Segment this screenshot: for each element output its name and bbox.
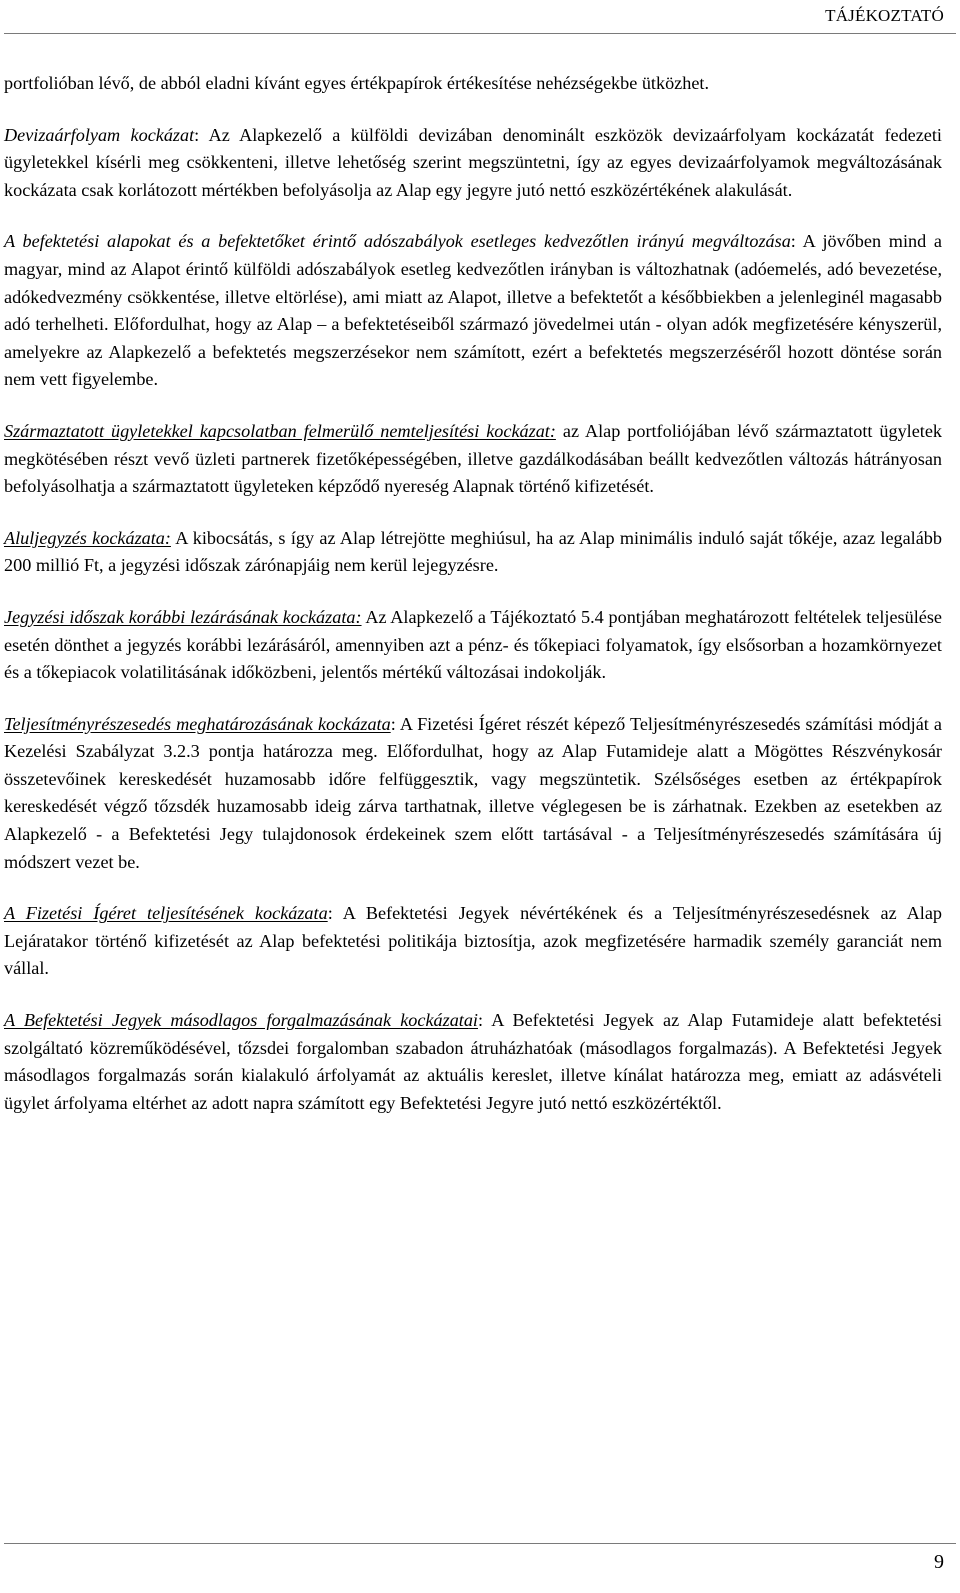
header-label: TÁJÉKOZTATÓ (825, 6, 944, 25)
footer-divider (4, 1543, 956, 1544)
paragraph-body: A jövőben mind a magyar, mind az Alapot érintő külföldi adószabályok esetleg kedvezőtlen irányban is változhatnak (adóemelés, adó bevezetése, adókedvezmény csökkentése, illetve eltörlése), ami miatt az Alapot, illetve a befektetőt a későbbiekben a jelenleginél magasabb adó terhelheti. Előfordulhat, hogy az Alap – a befektetéseiből származó jövedelmei után - olyan adók megfizetésére kényszerül, amelyekre az Alapkezelő a befektetés megszerzésekor nem számított, ezért a befektetés megszerzéséről hozott döntése során nem vett figyelembe. (4, 231, 942, 390)
paragraph-heading: Teljesítményrészesedés meghatározásának kockázata (4, 713, 391, 734)
paragraph-heading: Származtatott ügyletekkel kapcsolatban felmerülő nemteljesítési kockázat: (4, 420, 556, 441)
paragraph-body: Az Alapkezelő a külföldi devizában denominált eszközök devizaárfolyam kockázatát fedezeti ügyletekkel kísérli meg csökkenteni, illetve lehetőség szerint megszüntetni, így az egyes devizaárfolyamok megváltozásának kockázata csak korlátozott mértékben befolyásolja az Alap egy jegyre jutó nettó eszközértékének alakulását. (4, 124, 942, 200)
page-footer (0, 1513, 960, 1593)
paragraph-adoszabalyok-valtozasa (4, 228, 942, 394)
paragraph-body: az Alap portfoliójában lévő származtatott ügyletek megkötésében részt vevő üzleti partnerek fizetőképességében, illetve gazdálkodásában beállt kedvezőtlen változás hátrányosan befolyásolhatja a származtatott ügyleteken képződő nyereség Alapnak történő kifizetését. (4, 420, 943, 497)
page-number: 9 (934, 1551, 944, 1573)
paragraph-body: Az Alapkezelő a Tájékoztató 5.4 pontjában meghatározott feltételek teljesülése esetén dönthet a jegyzés korábbi lezárásáról, amennyiben azt a pénz- és tőkepiaci folyamatok, így elsősorban a hozamkörnyezet és a tőkepiacok volatilitásának időközbeni, jelentős mértékű változásai indokolják. (4, 606, 943, 683)
paragraph-body: portfolióban lévő, de abból eladni kívánt egyes értékpapírok értékesítése nehézségekbe ütközhet. (4, 73, 710, 93)
document-body (4, 70, 942, 1141)
paragraph-heading: Jegyzési időszak korábbi lezárásának kockázata: (4, 606, 362, 627)
header-divider (4, 33, 956, 34)
paragraph-jegyzesi-idoszak-lezarasa (4, 604, 942, 687)
paragraph-teljesitmenyreszesedes-kockazata (4, 711, 942, 877)
paragraph-body: A Befektetési Jegyek az Alap Futamideje alatt befektetési szolgáltató közreműködésével, tőzsdei forgalomban szabadon átruházhatóak (másodlagos forgalmazás). A Befektetési Jegyek másodlagos forgalmazás során kialakuló árfolyamát az aktuális kereslet, illetve kínálat határozza meg, emiatt az adásvételi ügylet árfolyama eltérhet az adott napra számított egy Befektetési Jegyre jutó nettó eszközértéktől. (4, 1010, 942, 1113)
page-header (0, 0, 960, 36)
heading-separator: : (327, 903, 343, 924)
heading-separator: : (478, 1010, 492, 1031)
paragraph-nemteljesitesi-kockazat (4, 418, 942, 501)
paragraph-heading: A Fizetési Ígéret teljesítésének kockázata (4, 903, 328, 924)
paragraph-heading: Aluljegyzés kockázata: (4, 527, 171, 548)
paragraph-body: A Befektetési Jegyek névértékének és a Teljesítményrészesedésnek az Alap Lejáratakor történő kifizetését az Alap befektetési politikája biztosítja, azok megfizetésére harmadik személy garanciát nem vállal. (4, 903, 942, 979)
paragraph-body: A kibocsátás, s így az Alap létrejötte meghiúsul, ha az Alap minimális induló saját tőkéje, azaz legalább 200 millió Ft, a jegyzési időszak zárónapjáig nem kerül lejegyzésre. (4, 527, 942, 576)
paragraph-body: A Fizetési Ígéret részét képező Teljesítményrészesedés számítási módját a Kezelési Szabályzat 3.2.3 pontja határozza meg. Előfordulhat, hogy az Alap Futamideje alatt a Mögöttes Részvénykosár összetevőinek kereskedését huzamosabb időre felfüggesztik, vagy megszüntetik. Szélsőséges esetben az értékpapírok kereskedését végző tőzsdék huzamosabb ideig zárva tarthatnak, illetve véglegesen be is zárhatnak. Ezekben az esetekben az Alapkezelő - a Befektetési Jegy tulajdonosok érdekeinek szem előtt tartásával - a Teljesítményrészesedés számítására új módszert vezet be. (4, 713, 942, 872)
paragraph-fizetesi-iget-kockazata (4, 900, 942, 983)
heading-separator: : (790, 231, 803, 252)
paragraph-masodlagos-forgalmazas-kockazatai (4, 1007, 942, 1117)
paragraph-aluljegyzes-kockazata (4, 525, 942, 580)
heading-separator (556, 421, 563, 441)
paragraph-heading: A Befektetési Jegyek másodlagos forgalmazásának kockázatai (4, 1010, 478, 1031)
paragraph-continuation (4, 70, 942, 98)
heading-separator: : (390, 713, 400, 734)
heading-separator: : (194, 124, 209, 145)
paragraph-heading: A befektetési alapokat és a befektetőket érintő adószabályok esetleges kedvezőtlen irányú megváltozása (4, 231, 791, 252)
paragraph-heading: Devizaárfolyam kockázat (4, 124, 195, 145)
paragraph-devizaarfolyam-kockazat (4, 122, 942, 205)
